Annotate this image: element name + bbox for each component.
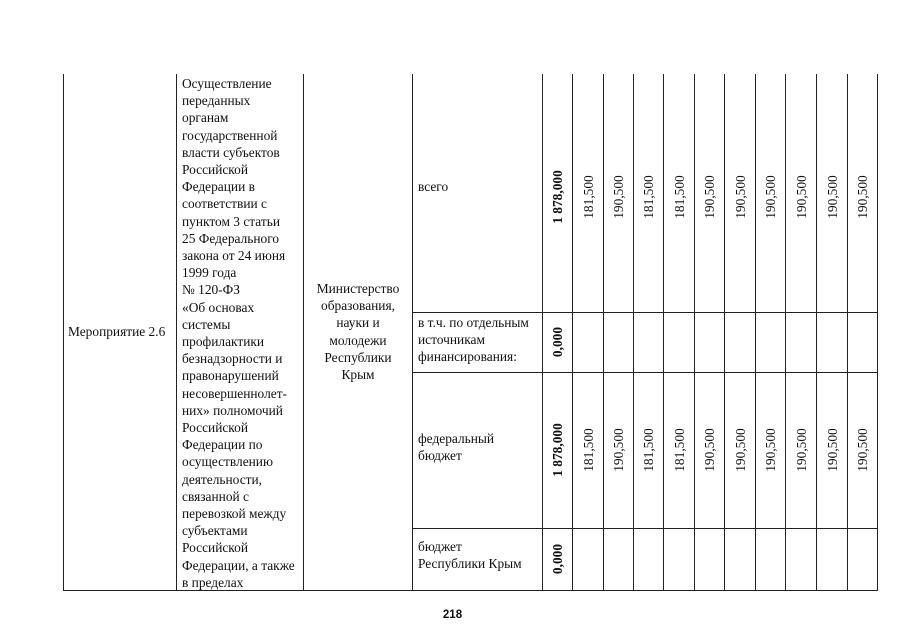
- executor-line: Министерство: [316, 280, 400, 296]
- source-cell: [413, 538, 541, 572]
- description-line: закона от 24 июня: [182, 248, 286, 264]
- year-value: 190,500: [793, 428, 809, 472]
- description-line: государственной: [182, 127, 278, 143]
- source-label: Республики Крым: [418, 556, 522, 572]
- activity-label: Мероприятие 2.6: [68, 323, 166, 339]
- description-line: Осуществление: [182, 76, 272, 91]
- source-label: финансирования:: [418, 349, 517, 365]
- description-line: осуществлению: [182, 454, 273, 470]
- description-line: «Об основах: [182, 299, 255, 315]
- year-value: 190,500: [855, 175, 870, 219]
- description-line: безнадзорности и: [182, 351, 283, 367]
- source-cell: [413, 430, 541, 464]
- year-value: 181,500: [671, 175, 687, 219]
- total-value: 0,000: [550, 326, 565, 358]
- year-value: 190,500: [611, 428, 626, 472]
- source-label: источникам: [418, 332, 485, 348]
- executor-text: [317, 280, 400, 383]
- source-cell: [413, 314, 541, 366]
- total-value: 1 878,000: [550, 170, 565, 224]
- year-value: 190,500: [732, 428, 748, 472]
- executor-line: Крым: [341, 366, 375, 382]
- description-line: Федерации по: [182, 437, 263, 453]
- year-value: 181,500: [641, 428, 656, 472]
- year-value: 181,500: [671, 428, 687, 472]
- description-line: правонарушений: [182, 368, 279, 384]
- description-line: переданных: [182, 93, 251, 109]
- year-value: 190,500: [763, 428, 778, 472]
- page-number: 218: [442, 609, 463, 621]
- description-line: Российской: [182, 420, 248, 436]
- year-value: 190,500: [702, 428, 717, 472]
- year-value: 190,500: [702, 175, 717, 219]
- source-cell: [413, 178, 541, 195]
- description-line: № 120-ФЗ: [182, 282, 240, 298]
- description-line: системы: [182, 316, 231, 332]
- year-value: 181,500: [641, 175, 656, 219]
- year-value: 181,500: [580, 175, 596, 219]
- executor-line: науки и: [336, 315, 380, 331]
- source-label: бюджет: [418, 539, 462, 554]
- year-value: 190,500: [732, 175, 748, 219]
- description-line: Федерации в: [182, 179, 255, 195]
- year-value: 190,500: [824, 428, 840, 472]
- description-line: в пределах: [182, 574, 244, 590]
- description-line: перевозкой между: [182, 506, 287, 522]
- description-line: деятельности,: [182, 471, 263, 487]
- activity-cell: [64, 74, 175, 589]
- source-label: бюджет: [418, 448, 462, 464]
- description-line: власти субъектов: [182, 144, 280, 160]
- year-value: 190,500: [793, 175, 809, 219]
- description-cell: [177, 74, 303, 589]
- year-value: 181,500: [580, 428, 596, 472]
- description-line: пунктом 3 статьи: [182, 213, 281, 229]
- description-line: субъектами: [182, 523, 248, 539]
- description-line: органам: [182, 110, 229, 126]
- description-line: связанной с: [182, 488, 249, 504]
- executor-cell: [304, 74, 412, 589]
- executor-line: молодежи: [329, 332, 387, 348]
- description-line: 1999 года: [182, 265, 237, 281]
- source-label: в т.ч. по отдельным: [418, 315, 529, 330]
- year-value: 190,500: [763, 175, 778, 219]
- description-line: соответствии с: [182, 196, 267, 212]
- source-label: федеральный: [418, 431, 495, 446]
- description-line: них» полномочий: [182, 402, 283, 418]
- total-value: 0,000: [550, 543, 565, 575]
- description-line: Российской: [182, 162, 248, 178]
- executor-line: образования,: [321, 298, 395, 314]
- source-label: всего: [418, 179, 449, 194]
- description-line: несовершеннолет-: [182, 385, 288, 401]
- year-value: 190,500: [611, 175, 626, 219]
- description-line: Федерации, а также: [182, 557, 295, 573]
- executor-line: Республики: [324, 349, 392, 365]
- year-value: 190,500: [824, 175, 840, 219]
- description-line: Российской: [182, 540, 248, 556]
- description-line: профилактики: [182, 334, 265, 350]
- total-value: 1 878,000: [550, 423, 565, 477]
- year-value: 190,500: [855, 428, 870, 472]
- description-line: 25 Федерального: [182, 230, 280, 246]
